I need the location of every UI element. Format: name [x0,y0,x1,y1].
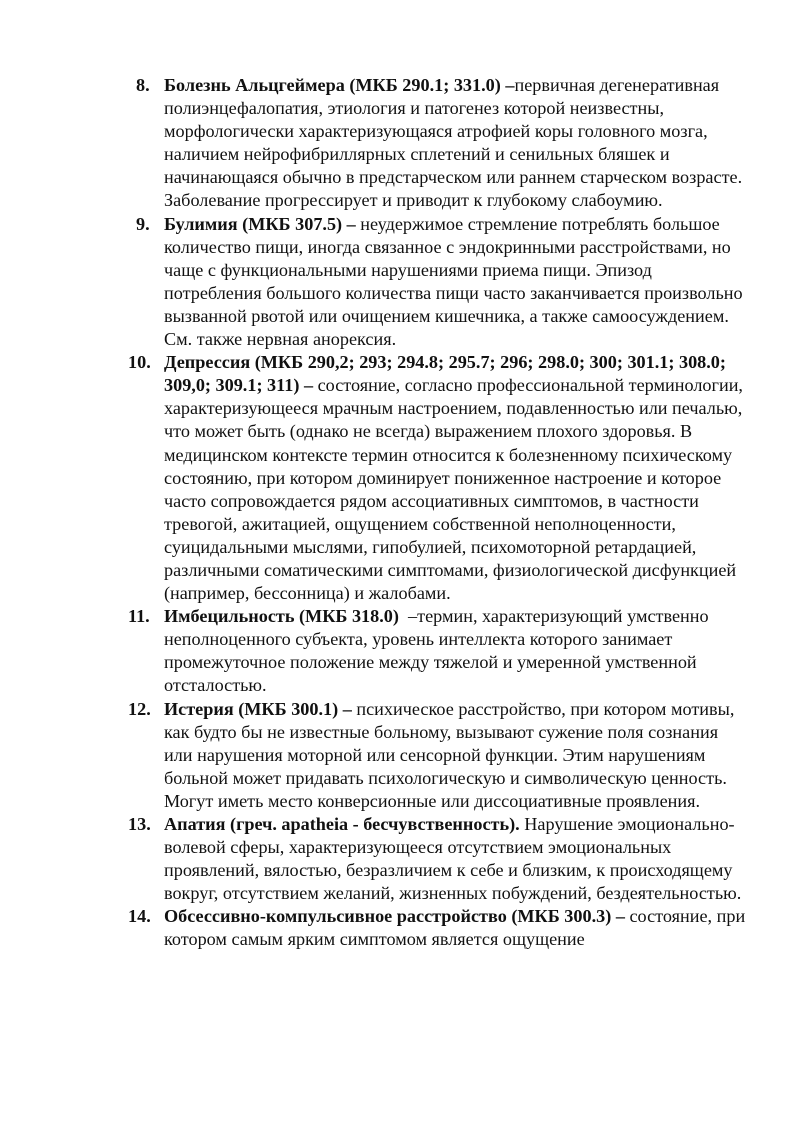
item-term: Болезнь Альцгеймера (МКБ 290.1; 331.0) [164,75,501,95]
list-item [128,351,748,605]
item-separator: – [611,906,630,927]
item-number: 11. [128,606,150,627]
item-separator: – [299,375,318,396]
item-definition: первичная дегенеративная полиэнцефалопатия, этиология и патогенез которой неизвестны, морфологически характеризующаяся атрофией коры головного мозга, наличием нейрофибриллярных сплетений и сенильных бляшек и начинающаяся обычно в предстарческом или раннем старческом возрасте. Заболевание прогрессирует и приводит к глубокому слабоумию. [164,75,743,211]
item-term: Обсессивно-компульсивное расстройство (МКБ 300.3) [164,906,612,927]
item-definition: состояние, согласно профессиональной терминологии, характеризующееся мрачным настроением, подавленностью или печалью, что может быть (однако не всегда) выражением плохого здоровья. В медицинском контексте термин относится к болезненному психическому состоянию, при котором доминирует пониженное настроение и которое часто сопровождается рядом ассоциативных симптомов, в частности тревогой, ажитацией, ощущением собственной неполноценности, суицидальными мыслями, гипобулией, психомоторной ретардацией, различными соматическими симптомами, физиологической дисфункцией (например, бессонница) и жалобами. [164,375,743,604]
item-number: 14. [128,906,151,927]
list-item [128,813,748,905]
item-term: Булимия (МКБ 307.5) [164,213,343,234]
list-item [128,213,748,352]
definition-list [128,74,748,952]
item-number: 9. [136,213,150,234]
item-definition: термин, характеризующий умственно неполноценного субъекта, уровень интеллекта которого занимает промежуточное положение между тяжелой и умеренной умственной отсталостью. [164,606,709,696]
item-term: Имбецильность (МКБ 318.0) [164,606,399,627]
item-number: 12. [128,698,151,719]
item-definition: Нарушение эмоционально-волевой сферы, характеризующееся отсутствием эмоциональных проявлений, вялостью, безразличием к себе и близким, к происходящему вокруг, отсутствием желаний, жизненных побуждений, бездеятельностью. [164,814,742,904]
item-separator: – [500,75,515,95]
item-definition: психическое расстройство, при котором мотивы, как будто бы не известные больному, вызывают сужение поля сознания или нарушения моторной или сенсорной функции. Этим нарушениям больной может придавать психологическую и символическую ценность. Могут иметь место конверсионные или диссоциативные проявления. [164,698,735,811]
item-separator: – [338,698,357,719]
item-number: 13. [128,814,151,834]
item-definition: состояние, при котором самым ярким симптомом является ощущение [164,906,746,950]
list-item [128,698,748,813]
list-item [128,605,748,697]
list-item [128,74,748,213]
item-term: Истерия (МКБ 300.1) [164,698,339,719]
item-definition: неудержимое стремление потреблять большое количество пищи, иногда связанное с эндокринными расстройствами, но чаще с функциональными нарушениями приема пищи. Эпизод потребления большого количества пищи часто заканчивается произвольно вызванной рвотой или очищением кишечника, а также самоосуждением. См. также нервная анорексия. [164,213,743,350]
item-number: 8. [136,75,150,95]
list-item [128,905,748,951]
item-number: 10. [128,352,151,373]
item-term: Депрессия (МКБ 290,2; 293; 294.8; 295.7; 296; 298.0; 300; 301.1; 308.0; 309,0; 309.1; 311) [164,352,726,396]
item-separator: – [342,213,361,234]
item-term: Апатия (греч. apatheia - бесчувственность). [164,814,520,834]
item-separator: – [398,606,418,627]
